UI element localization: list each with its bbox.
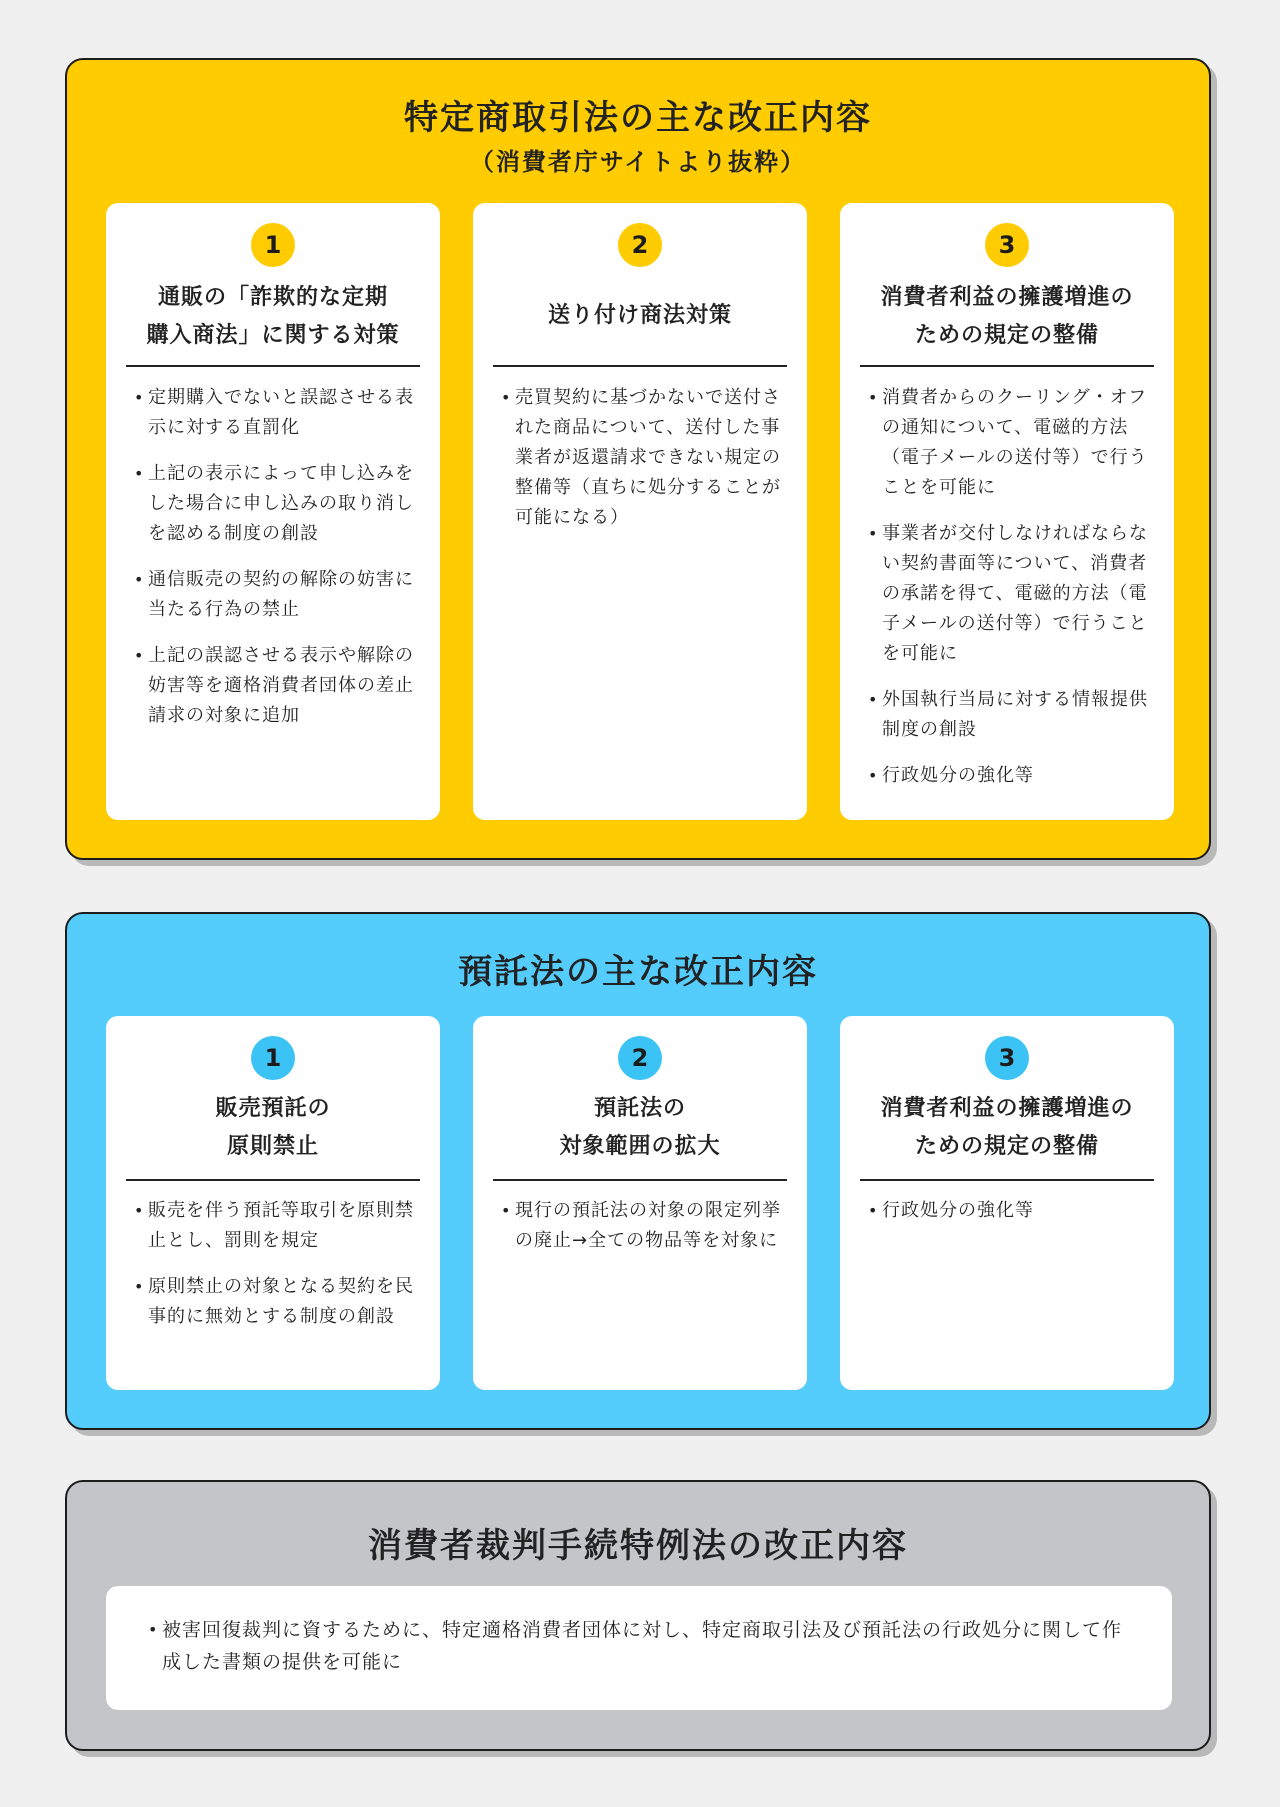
section2-card-3 — [840, 1016, 1174, 1390]
number-badge: 2 — [618, 223, 662, 267]
card-title-line: 販売預託の — [215, 1096, 331, 1121]
saiban-tetsuzuki-panel — [65, 1480, 1211, 1751]
section2-card-2 — [473, 1016, 807, 1390]
list-item: • 事業者が交付しなければならない契約書面等について、消費者の承諾を得て、電磁的方法（電子メールの送付等）で行うことを可能に — [870, 519, 1148, 669]
section1-subtitle: （消費者庁サイトより抜粋） — [469, 148, 807, 176]
list-item: • 定期購入でないと誤認させる表示に対する直罰化 — [136, 383, 414, 443]
list-item: • 行政処分の強化等 — [870, 761, 1148, 791]
list-item: • 現行の預託法の対象の限定列挙の廃止→全ての物品等を対象に — [503, 1196, 781, 1256]
card-title-line: 通販の「詐欺的な定期 — [157, 285, 388, 310]
card-title-line: 預託法の — [593, 1096, 686, 1121]
list-item: • 外国執行当局に対する情報提供制度の創設 — [870, 685, 1148, 745]
yotaku-ho-panel — [65, 912, 1211, 1430]
tokutei-shotorihiki-panel — [65, 58, 1211, 860]
bullet-list — [870, 1196, 1148, 1242]
bullet-list — [503, 383, 781, 549]
list-item: • 通信販売の契約の解除の妨害に当たる行為の禁止 — [136, 565, 414, 625]
bullet-list — [150, 1614, 1132, 1694]
list-item: • 行政処分の強化等 — [870, 1196, 1148, 1226]
number-badge: 3 — [985, 223, 1029, 267]
card-title-line: 原則禁止 — [226, 1134, 319, 1159]
card-title — [116, 1090, 430, 1166]
list-item: • 消費者からのクーリング・オフの通知について、電磁的方法（電子メールの送付等）で行うことを可能に — [870, 383, 1148, 503]
section1-title: 特定商取引法の主な改正内容 — [404, 98, 872, 138]
card-title-line: 購入商法」に関する対策 — [146, 323, 400, 348]
card-title — [850, 279, 1164, 355]
list-item: • 被害回復裁判に資するために、特定適格消費者団体に対し、特定商取引法及び預託法の行政処分に関して作成した書類の提供を可能に — [150, 1614, 1132, 1678]
number-badge: 2 — [618, 1036, 662, 1080]
list-item: • 原則禁止の対象となる契約を民事的に無効とする制度の創設 — [136, 1272, 414, 1332]
number-badge: 1 — [251, 223, 295, 267]
card-title-line: ための規定の整備 — [914, 1134, 1099, 1159]
card-title — [116, 279, 430, 355]
card-title-line: 消費者利益の擁護増進の — [880, 285, 1134, 310]
card-title-line: 対象範囲の拡大 — [559, 1134, 721, 1159]
bullet-list — [870, 383, 1148, 807]
card-title — [483, 297, 797, 335]
number-badge: 3 — [985, 1036, 1029, 1080]
divider — [860, 365, 1154, 367]
divider — [860, 1179, 1154, 1181]
card-title — [483, 1090, 797, 1166]
bullet-list — [136, 383, 414, 747]
list-item: • 販売を伴う預託等取引を原則禁止とし、罰則を規定 — [136, 1196, 414, 1256]
bullet-list — [503, 1196, 781, 1272]
card-title-line: 消費者利益の擁護増進の — [880, 1096, 1134, 1121]
list-item: • 上記の誤認させる表示や解除の妨害等を適格消費者団体の差止請求の対象に追加 — [136, 641, 414, 731]
section1-card-3 — [840, 203, 1174, 820]
list-item: • 売買契約に基づかないで送付された商品について、送付した事業者が返還請求できない規定の整備等（直ちに処分することが可能になる） — [503, 383, 781, 533]
section2-title: 預託法の主な改正内容 — [458, 952, 818, 992]
card-title-line: ための規定の整備 — [914, 323, 1099, 348]
divider — [126, 365, 420, 367]
card-title — [850, 1090, 1164, 1166]
section1-card-1 — [106, 203, 440, 820]
number-badge: 1 — [251, 1036, 295, 1080]
list-item: • 上記の表示によって申し込みをした場合に申し込みの取り消しを認める制度の創設 — [136, 459, 414, 549]
section3-card — [106, 1586, 1172, 1710]
divider — [126, 1179, 420, 1181]
card-title-line: 送り付け商法対策 — [547, 303, 732, 328]
bullet-list — [136, 1196, 414, 1348]
section3-title: 消費者裁判手続特例法の改正内容 — [368, 1526, 908, 1566]
section1-card-2 — [473, 203, 807, 820]
section2-card-1 — [106, 1016, 440, 1390]
divider — [493, 365, 787, 367]
divider — [493, 1179, 787, 1181]
